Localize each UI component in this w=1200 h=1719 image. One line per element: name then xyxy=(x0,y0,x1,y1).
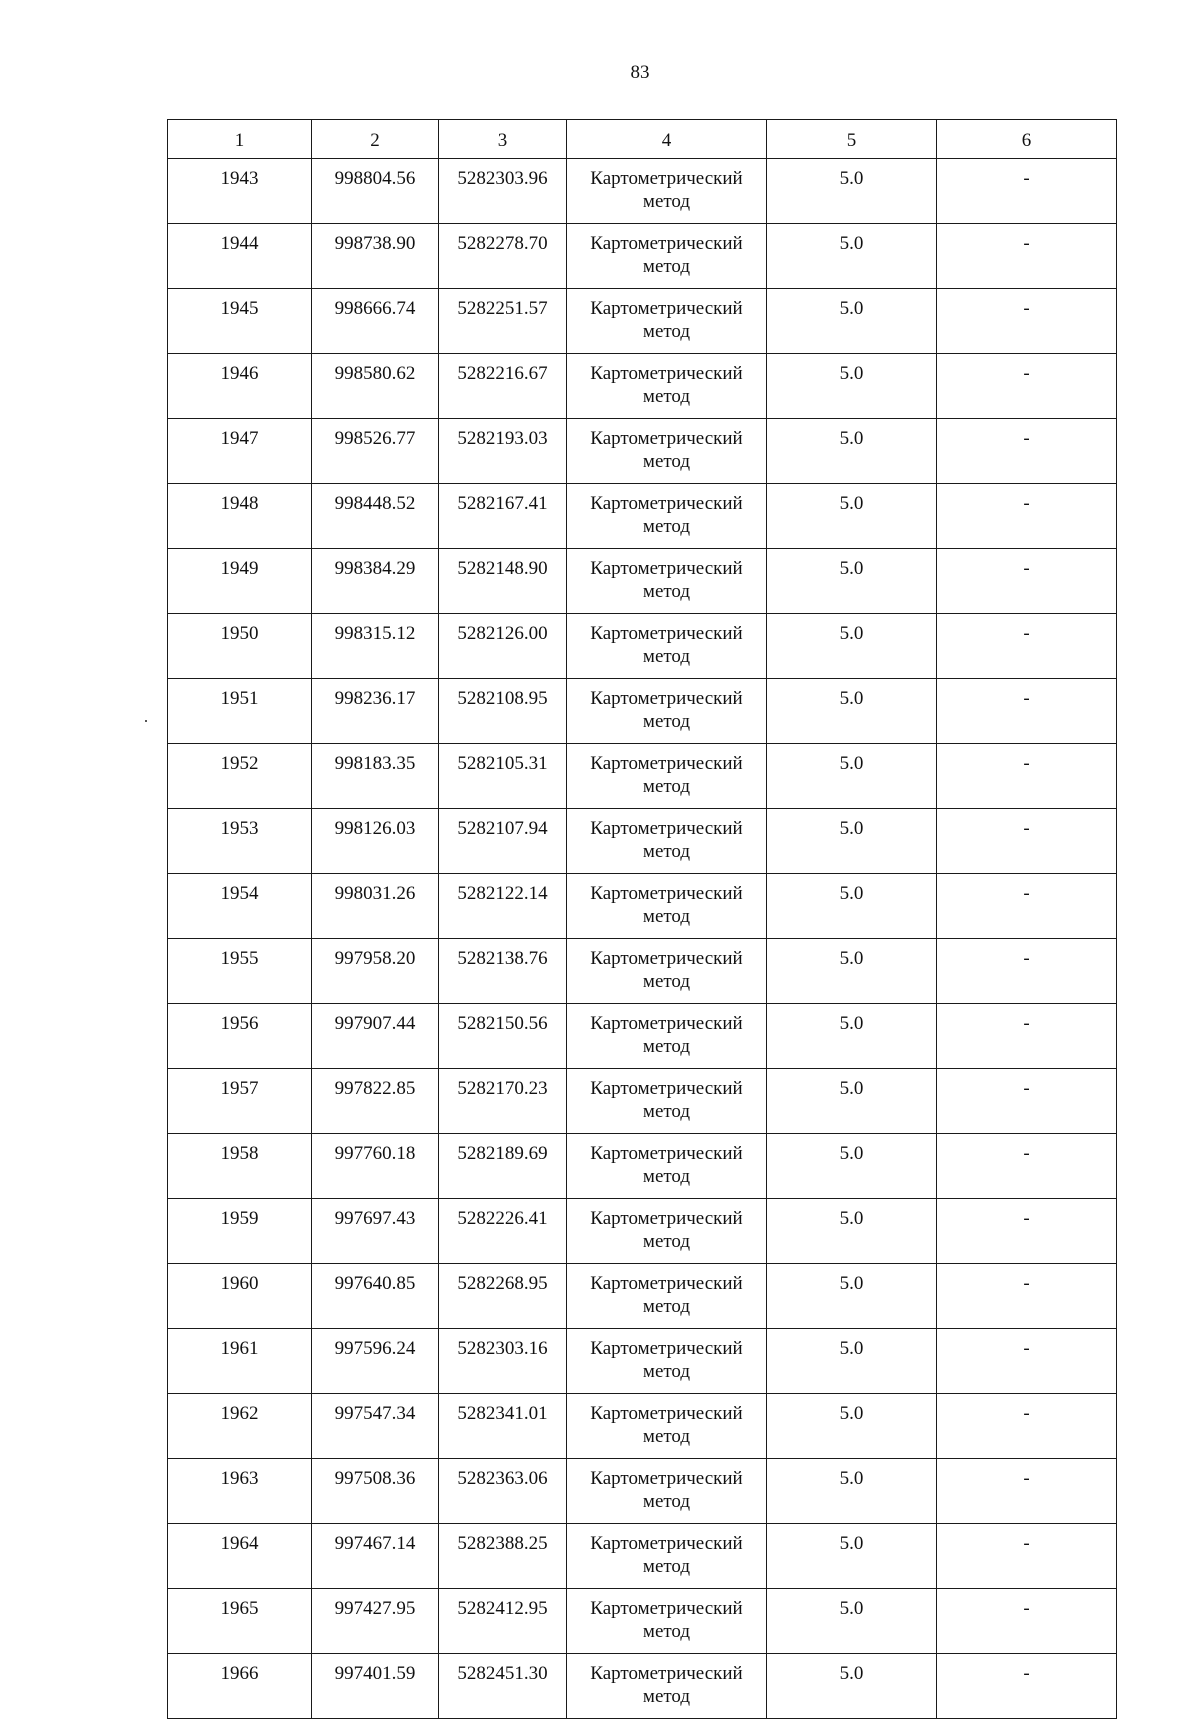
point-number-cell: 1945 xyxy=(168,289,312,354)
point-number-cell: 1944 xyxy=(168,224,312,289)
y-coordinate-cell: 5282108.95 xyxy=(439,679,567,744)
method-cell xyxy=(567,1329,767,1394)
point-number-cell: 1962 xyxy=(168,1394,312,1459)
note-cell: - xyxy=(937,744,1117,809)
accuracy-cell: 5.0 xyxy=(767,1394,937,1459)
point-number-cell: 1957 xyxy=(168,1069,312,1134)
method-line-1: Картометрический xyxy=(590,1468,743,1489)
x-coordinate-cell: 998183.35 xyxy=(312,744,439,809)
method-line-1: Картометрический xyxy=(590,948,743,969)
note-cell: - xyxy=(937,1069,1117,1134)
point-number-cell: 1966 xyxy=(168,1654,312,1719)
note-cell: - xyxy=(937,484,1117,549)
x-coordinate-cell: 997508.36 xyxy=(312,1459,439,1524)
x-coordinate-cell: 997907.44 xyxy=(312,1004,439,1069)
method-line-2: метод xyxy=(642,1556,691,1577)
y-coordinate-cell: 5282170.23 xyxy=(439,1069,567,1134)
table-row xyxy=(168,614,1117,679)
table-row xyxy=(168,939,1117,1004)
note-cell: - xyxy=(937,1264,1117,1329)
table-row xyxy=(168,1394,1117,1459)
method-cell xyxy=(567,874,767,939)
y-coordinate-cell: 5282303.16 xyxy=(439,1329,567,1394)
note-cell: - xyxy=(937,419,1117,484)
method-line-1: Картометрический xyxy=(590,428,743,449)
note-cell: - xyxy=(937,549,1117,614)
x-coordinate-cell: 998448.52 xyxy=(312,484,439,549)
x-coordinate-cell: 997958.20 xyxy=(312,939,439,1004)
table-row xyxy=(168,1004,1117,1069)
table-body xyxy=(168,120,1117,1719)
method-line-1: Картометрический xyxy=(590,1013,743,1034)
table-row xyxy=(168,874,1117,939)
method-line-2: метод xyxy=(642,1166,691,1187)
accuracy-cell: 5.0 xyxy=(767,1524,937,1589)
table-row xyxy=(168,1134,1117,1199)
table-row xyxy=(168,679,1117,744)
y-coordinate-cell: 5282363.06 xyxy=(439,1459,567,1524)
note-cell: - xyxy=(937,1654,1117,1719)
point-number-cell: 1947 xyxy=(168,419,312,484)
note-cell: - xyxy=(937,1004,1117,1069)
table-row xyxy=(168,1069,1117,1134)
note-cell: - xyxy=(937,159,1117,224)
table-row xyxy=(168,1199,1117,1264)
x-coordinate-cell: 998738.90 xyxy=(312,224,439,289)
y-coordinate-cell: 5282451.30 xyxy=(439,1654,567,1719)
y-coordinate-cell: 5282412.95 xyxy=(439,1589,567,1654)
method-line-1: Картометрический xyxy=(590,363,743,384)
method-line-2: метод xyxy=(642,711,691,732)
method-cell xyxy=(567,484,767,549)
method-line-1: Картометрический xyxy=(590,1208,743,1229)
point-number-cell: 1956 xyxy=(168,1004,312,1069)
accuracy-cell: 5.0 xyxy=(767,1459,937,1524)
x-coordinate-cell: 998236.17 xyxy=(312,679,439,744)
method-line-1: Картометрический xyxy=(590,168,743,189)
note-cell: - xyxy=(937,1199,1117,1264)
accuracy-cell: 5.0 xyxy=(767,484,937,549)
y-coordinate-cell: 5282126.00 xyxy=(439,614,567,679)
method-line-1: Картометрический xyxy=(590,623,743,644)
table-row xyxy=(168,1329,1117,1394)
method-line-1: Картометрический xyxy=(590,1663,743,1684)
accuracy-cell: 5.0 xyxy=(767,614,937,679)
table-row xyxy=(168,549,1117,614)
note-cell: - xyxy=(937,614,1117,679)
point-number-cell: 1952 xyxy=(168,744,312,809)
method-line-2: метод xyxy=(642,516,691,537)
note-cell: - xyxy=(937,1329,1117,1394)
x-coordinate-cell: 997547.34 xyxy=(312,1394,439,1459)
table-row xyxy=(168,354,1117,419)
note-cell: - xyxy=(937,354,1117,419)
method-cell xyxy=(567,939,767,1004)
table-header-row xyxy=(168,120,1117,159)
column-header-6: 6 xyxy=(937,120,1117,159)
method-line-2: метод xyxy=(642,906,691,927)
accuracy-cell: 5.0 xyxy=(767,289,937,354)
accuracy-cell: 5.0 xyxy=(767,1134,937,1199)
method-cell xyxy=(567,354,767,419)
method-line-2: метод xyxy=(642,321,691,342)
method-cell xyxy=(567,614,767,679)
column-header-5: 5 xyxy=(767,120,937,159)
x-coordinate-cell: 998315.12 xyxy=(312,614,439,679)
y-coordinate-cell: 5282226.41 xyxy=(439,1199,567,1264)
table-row xyxy=(168,224,1117,289)
y-coordinate-cell: 5282138.76 xyxy=(439,939,567,1004)
x-coordinate-cell: 997697.43 xyxy=(312,1199,439,1264)
method-line-1: Картометрический xyxy=(590,688,743,709)
method-line-2: метод xyxy=(642,386,691,407)
table-row xyxy=(168,484,1117,549)
x-coordinate-cell: 997822.85 xyxy=(312,1069,439,1134)
y-coordinate-cell: 5282105.31 xyxy=(439,744,567,809)
method-line-2: метод xyxy=(642,1426,691,1447)
accuracy-cell: 5.0 xyxy=(767,1329,937,1394)
y-coordinate-cell: 5282251.57 xyxy=(439,289,567,354)
accuracy-cell: 5.0 xyxy=(767,1199,937,1264)
y-coordinate-cell: 5282167.41 xyxy=(439,484,567,549)
point-number-cell: 1958 xyxy=(168,1134,312,1199)
method-line-1: Картометрический xyxy=(590,818,743,839)
note-cell: - xyxy=(937,1134,1117,1199)
y-coordinate-cell: 5282268.95 xyxy=(439,1264,567,1329)
y-coordinate-cell: 5282107.94 xyxy=(439,809,567,874)
point-number-cell: 1946 xyxy=(168,354,312,419)
method-line-2: метод xyxy=(642,1231,691,1252)
method-cell xyxy=(567,1004,767,1069)
table-row xyxy=(168,159,1117,224)
point-number-cell: 1950 xyxy=(168,614,312,679)
method-line-2: метод xyxy=(642,1361,691,1382)
method-line-1: Картометрический xyxy=(590,1533,743,1554)
note-cell: - xyxy=(937,679,1117,744)
point-number-cell: 1951 xyxy=(168,679,312,744)
method-cell xyxy=(567,1394,767,1459)
method-line-2: метод xyxy=(642,971,691,992)
accuracy-cell: 5.0 xyxy=(767,1069,937,1134)
method-line-1: Картометрический xyxy=(590,1273,743,1294)
method-line-1: Картометрический xyxy=(590,558,743,579)
method-cell xyxy=(567,1589,767,1654)
note-cell: - xyxy=(937,1459,1117,1524)
method-line-2: метод xyxy=(642,256,691,277)
accuracy-cell: 5.0 xyxy=(767,1264,937,1329)
method-cell xyxy=(567,679,767,744)
method-cell xyxy=(567,1069,767,1134)
method-cell xyxy=(567,1264,767,1329)
accuracy-cell: 5.0 xyxy=(767,159,937,224)
x-coordinate-cell: 998526.77 xyxy=(312,419,439,484)
method-cell xyxy=(567,419,767,484)
x-coordinate-cell: 998031.26 xyxy=(312,874,439,939)
point-number-cell: 1963 xyxy=(168,1459,312,1524)
page-number: 83 xyxy=(630,62,650,83)
y-coordinate-cell: 5282278.70 xyxy=(439,224,567,289)
table-row xyxy=(168,289,1117,354)
x-coordinate-cell: 997640.85 xyxy=(312,1264,439,1329)
method-line-2: метод xyxy=(642,1621,691,1642)
accuracy-cell: 5.0 xyxy=(767,1004,937,1069)
method-cell xyxy=(567,1654,767,1719)
y-coordinate-cell: 5282148.90 xyxy=(439,549,567,614)
method-cell xyxy=(567,1524,767,1589)
method-cell xyxy=(567,809,767,874)
x-coordinate-cell: 997760.18 xyxy=(312,1134,439,1199)
table-row xyxy=(168,744,1117,809)
method-cell xyxy=(567,744,767,809)
accuracy-cell: 5.0 xyxy=(767,1589,937,1654)
method-line-1: Картометрический xyxy=(590,298,743,319)
column-header-2: 2 xyxy=(312,120,439,159)
accuracy-cell: 5.0 xyxy=(767,939,937,1004)
method-line-1: Картометрический xyxy=(590,1078,743,1099)
method-line-2: метод xyxy=(642,1296,691,1317)
method-line-1: Картометрический xyxy=(590,233,743,254)
note-cell: - xyxy=(937,1524,1117,1589)
accuracy-cell: 5.0 xyxy=(767,549,937,614)
method-cell xyxy=(567,1459,767,1524)
x-coordinate-cell: 997401.59 xyxy=(312,1654,439,1719)
column-header-3: 3 xyxy=(439,120,567,159)
method-cell xyxy=(567,224,767,289)
method-line-2: метод xyxy=(642,1101,691,1122)
accuracy-cell: 5.0 xyxy=(767,1654,937,1719)
method-line-2: метод xyxy=(642,776,691,797)
y-coordinate-cell: 5282216.67 xyxy=(439,354,567,419)
scan-speck xyxy=(145,720,147,722)
method-cell xyxy=(567,1134,767,1199)
accuracy-cell: 5.0 xyxy=(767,419,937,484)
note-cell: - xyxy=(937,809,1117,874)
note-cell: - xyxy=(937,874,1117,939)
accuracy-cell: 5.0 xyxy=(767,354,937,419)
accuracy-cell: 5.0 xyxy=(767,224,937,289)
method-cell xyxy=(567,289,767,354)
table-row xyxy=(168,1654,1117,1719)
note-cell: - xyxy=(937,289,1117,354)
note-cell: - xyxy=(937,1394,1117,1459)
point-number-cell: 1954 xyxy=(168,874,312,939)
point-number-cell: 1964 xyxy=(168,1524,312,1589)
column-header-4: 4 xyxy=(567,120,767,159)
accuracy-cell: 5.0 xyxy=(767,679,937,744)
table-row xyxy=(168,809,1117,874)
method-line-2: метод xyxy=(642,1686,691,1707)
x-coordinate-cell: 997596.24 xyxy=(312,1329,439,1394)
method-line-2: метод xyxy=(642,646,691,667)
coordinates-table xyxy=(167,119,1117,1719)
y-coordinate-cell: 5282388.25 xyxy=(439,1524,567,1589)
y-coordinate-cell: 5282303.96 xyxy=(439,159,567,224)
method-cell xyxy=(567,159,767,224)
y-coordinate-cell: 5282193.03 xyxy=(439,419,567,484)
point-number-cell: 1955 xyxy=(168,939,312,1004)
method-line-2: метод xyxy=(642,451,691,472)
accuracy-cell: 5.0 xyxy=(767,744,937,809)
method-line-2: метод xyxy=(642,841,691,862)
point-number-cell: 1943 xyxy=(168,159,312,224)
point-number-cell: 1965 xyxy=(168,1589,312,1654)
table-row xyxy=(168,1459,1117,1524)
method-line-2: метод xyxy=(642,581,691,602)
x-coordinate-cell: 998666.74 xyxy=(312,289,439,354)
method-line-2: метод xyxy=(642,1491,691,1512)
accuracy-cell: 5.0 xyxy=(767,874,937,939)
x-coordinate-cell: 998580.62 xyxy=(312,354,439,419)
table-row xyxy=(168,419,1117,484)
method-cell xyxy=(567,1199,767,1264)
point-number-cell: 1961 xyxy=(168,1329,312,1394)
table-row xyxy=(168,1524,1117,1589)
table-row xyxy=(168,1589,1117,1654)
accuracy-cell: 5.0 xyxy=(767,809,937,874)
x-coordinate-cell: 998804.56 xyxy=(312,159,439,224)
method-line-2: метод xyxy=(642,191,691,212)
x-coordinate-cell: 998126.03 xyxy=(312,809,439,874)
column-header-1: 1 xyxy=(168,120,312,159)
note-cell: - xyxy=(937,1589,1117,1654)
table-row xyxy=(168,1264,1117,1329)
y-coordinate-cell: 5282122.14 xyxy=(439,874,567,939)
note-cell: - xyxy=(937,224,1117,289)
method-line-1: Картометрический xyxy=(590,753,743,774)
method-line-2: метод xyxy=(642,1036,691,1057)
y-coordinate-cell: 5282150.56 xyxy=(439,1004,567,1069)
y-coordinate-cell: 5282189.69 xyxy=(439,1134,567,1199)
method-line-1: Картометрический xyxy=(590,1403,743,1424)
note-cell: - xyxy=(937,939,1117,1004)
method-line-1: Картометрический xyxy=(590,1598,743,1619)
point-number-cell: 1948 xyxy=(168,484,312,549)
y-coordinate-cell: 5282341.01 xyxy=(439,1394,567,1459)
point-number-cell: 1949 xyxy=(168,549,312,614)
method-line-1: Картометрический xyxy=(590,493,743,514)
point-number-cell: 1960 xyxy=(168,1264,312,1329)
point-number-cell: 1953 xyxy=(168,809,312,874)
method-line-1: Картометрический xyxy=(590,883,743,904)
x-coordinate-cell: 997467.14 xyxy=(312,1524,439,1589)
method-line-1: Картометрический xyxy=(590,1338,743,1359)
x-coordinate-cell: 998384.29 xyxy=(312,549,439,614)
method-cell xyxy=(567,549,767,614)
point-number-cell: 1959 xyxy=(168,1199,312,1264)
x-coordinate-cell: 997427.95 xyxy=(312,1589,439,1654)
method-line-1: Картометрический xyxy=(590,1143,743,1164)
